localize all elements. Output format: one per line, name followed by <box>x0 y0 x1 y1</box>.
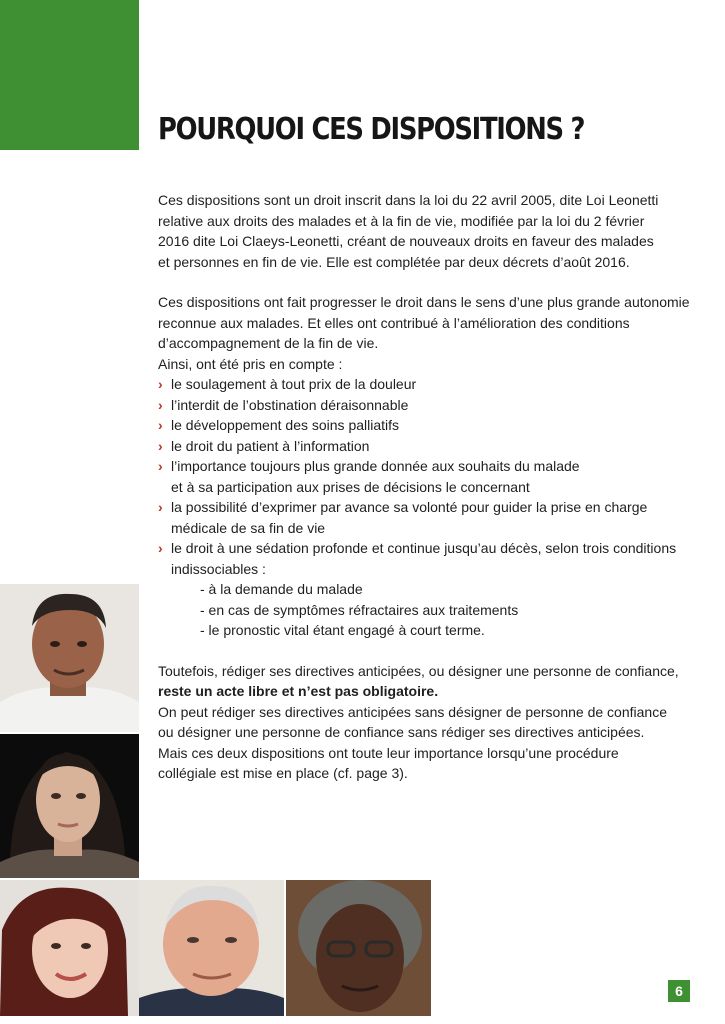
paragraph-closing <box>158 661 698 784</box>
chevron-right-icon: › <box>158 417 163 433</box>
text-line: 2016 dite Loi Claeys-Leonetti, créant de nouveaux droits en faveur des malades <box>158 233 654 249</box>
conditions-list <box>171 579 698 641</box>
chevron-right-icon: › <box>158 376 163 392</box>
condition-item: - à la demande du malade <box>200 581 363 597</box>
list-item <box>158 538 698 641</box>
list-item-text: l’interdit de l’obstination déraisonnable <box>171 396 409 413</box>
list-item-text: médicale de sa fin de vie <box>171 519 326 536</box>
text-line: Ces dispositions sont un droit inscrit dans la loi du 22 avril 2005, dite Loi Leonetti <box>158 192 659 208</box>
list-item-text: l’importance toujours plus grande donnée aux souhaits du malade <box>171 458 580 474</box>
paragraph-legal-basis <box>158 190 698 272</box>
text-line: et personnes en fin de vie. Elle est complétée par deux décrets d’août 2016. <box>158 253 630 270</box>
text-line: Ces dispositions ont fait progresser le droit dans le sens d’une plus grande autonomie <box>158 294 690 310</box>
chevron-right-icon: › <box>158 396 163 413</box>
list-item <box>158 395 698 416</box>
portrait-older-woman-photo <box>286 880 431 1016</box>
list-item <box>158 374 698 395</box>
list-item-text: la possibilité d’exprimer par avance sa volonté pour guider la prise en charge <box>171 499 648 515</box>
text-line: d’accompagnement de la fin de vie. <box>158 335 379 351</box>
list-item <box>158 497 698 538</box>
list-item <box>158 456 698 497</box>
portrait-woman-dark-hair-photo <box>0 734 139 878</box>
text-line: Mais ces deux dispositions ont toute leur importance lorsqu’une procédure <box>158 744 619 761</box>
list-item-text: le droit à une sédation profonde et continue jusqu’au décès, selon trois conditions <box>171 540 677 556</box>
page-title: POURQUOI CES DISPOSITIONS ? <box>158 112 585 147</box>
text-line: relative aux droits des malades et à la fin de vie, modifiée par la loi du 2 février <box>158 212 645 229</box>
chevron-right-icon: › <box>158 458 163 474</box>
list-item-text: et à sa participation aux prises de décisions le concernant <box>171 478 530 495</box>
list-intro: Ainsi, ont été pris en compte : <box>158 355 343 372</box>
condition-item: - en cas de symptômes réfractaires aux traitements <box>200 601 519 618</box>
page-number-badge: 6 <box>668 980 690 1002</box>
list-item-text: le développement des soins palliatifs <box>171 417 400 433</box>
text-line: On peut rédiger ses directives anticipées sans désigner de personne de confiance <box>158 703 667 720</box>
chevron-right-icon: › <box>158 499 163 515</box>
list-item <box>158 415 698 436</box>
list-item <box>158 436 698 457</box>
portrait-woman-red-hair-photo <box>0 880 139 1016</box>
main-content <box>158 190 698 784</box>
bold-statement: reste un acte libre et n’est pas obligatoire. <box>158 683 439 699</box>
portrait-man-photo <box>0 584 139 732</box>
condition-item: - le pronostic vital étant engagé à court terme. <box>200 622 485 638</box>
text-line: Toutefois, rédiger ses directives anticipées, ou désigner une personne de confiance, <box>158 662 679 679</box>
considerations-list <box>158 374 698 641</box>
portrait-older-man-photo <box>139 880 284 1016</box>
list-item-text: le droit du patient à l’information <box>171 437 370 454</box>
text-line: ou désigner une personne de confiance sans rédiger ses directives anticipées. <box>158 724 645 740</box>
green-accent-block <box>0 0 139 150</box>
chevron-right-icon: › <box>158 540 163 556</box>
list-item-text: indissociables : <box>171 560 266 577</box>
list-item-text: le soulagement à tout prix de la douleur <box>171 376 417 392</box>
chevron-right-icon: › <box>158 437 163 454</box>
text-line: collégiale est mise en place (cf. page 3). <box>158 765 408 781</box>
paragraph-progress <box>158 292 698 374</box>
text-line: reconnue aux malades. Et elles ont contribué à l’amélioration des conditions <box>158 314 630 331</box>
